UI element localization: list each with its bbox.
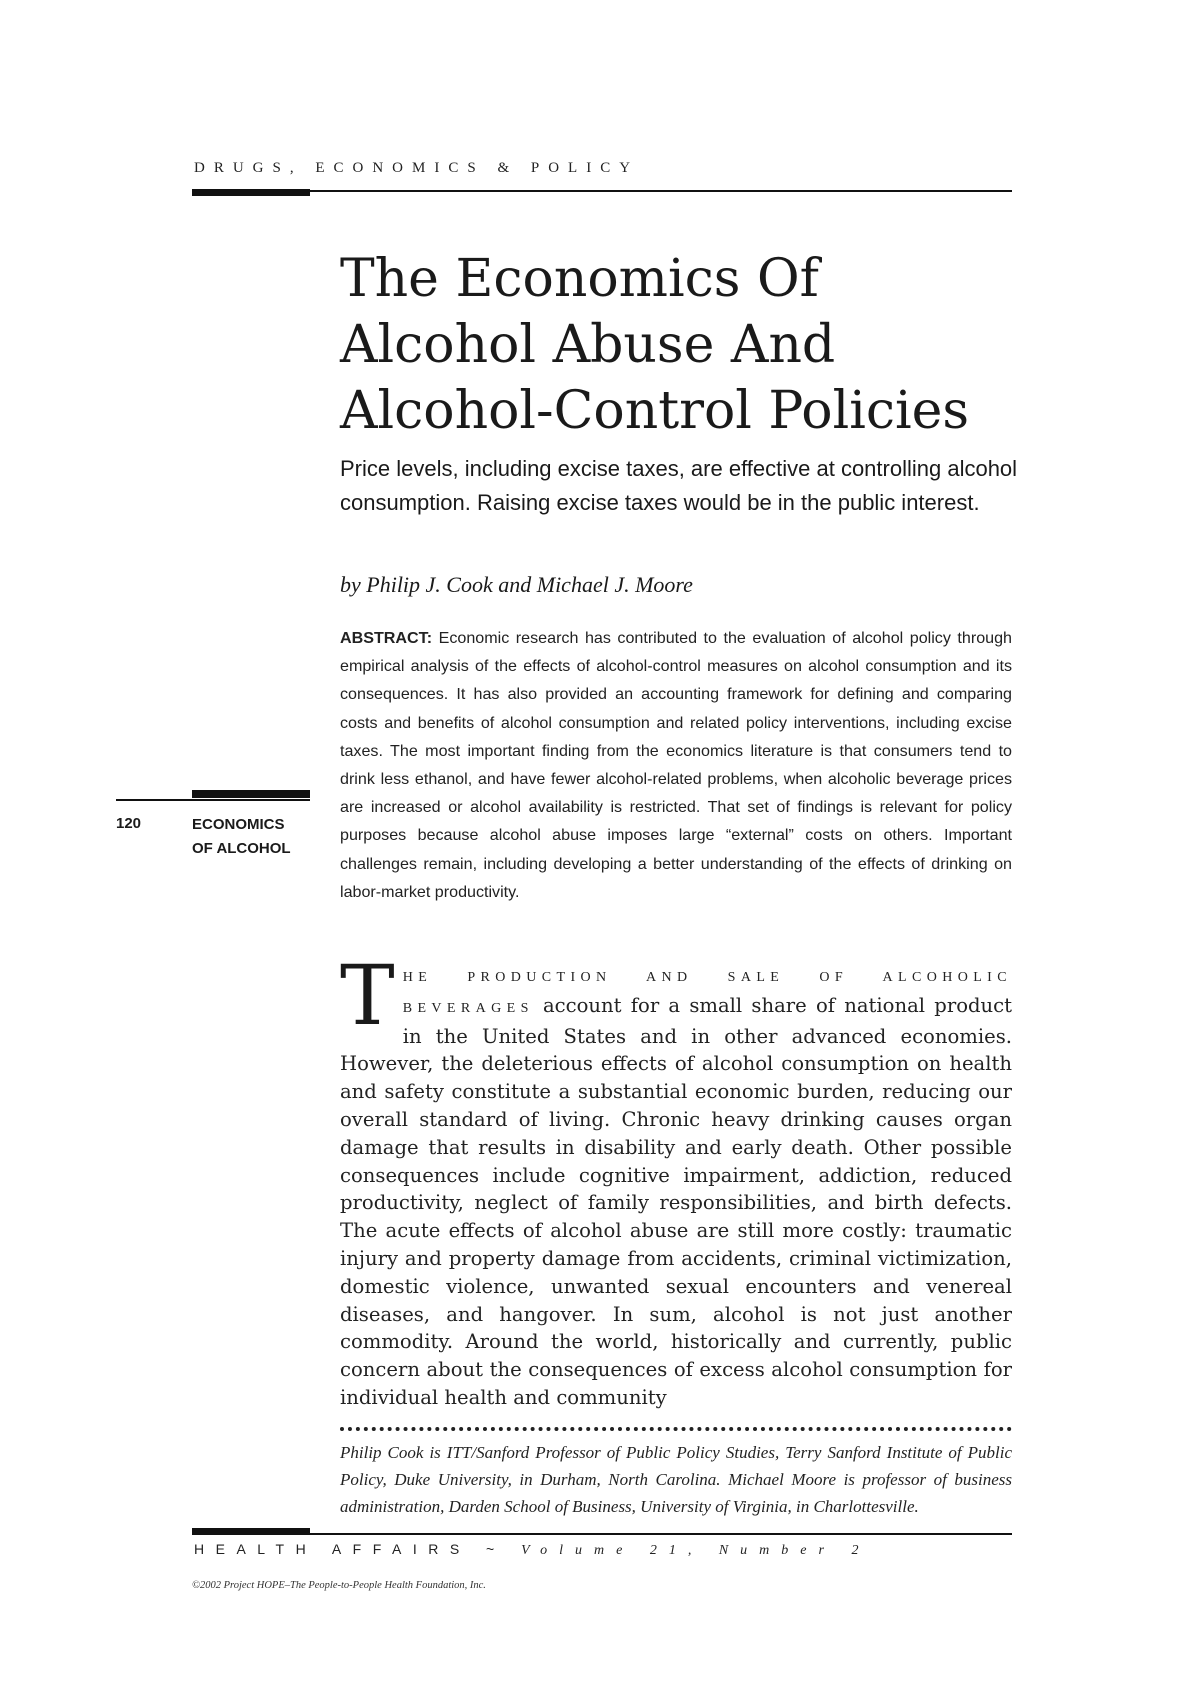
header-rule-accent: [192, 189, 310, 196]
footnote-separator: [340, 1427, 1012, 1431]
abstract-label: ABSTRACT:: [340, 629, 433, 647]
byline: by Philip J. Cook and Michael J. Moore: [340, 572, 693, 597]
margin-rule-accent: [192, 790, 310, 798]
journal-issue: Volume 21, Number 2: [521, 1543, 871, 1558]
footer-rule: [192, 1533, 1012, 1535]
drop-cap: T: [340, 949, 395, 1044]
body-text: [340, 949, 1012, 1412]
title-line-2: Alcohol Abuse And: [340, 315, 836, 375]
copyright: ©2002 Project HOPE–The People-to-People Health Foundation, Inc.: [192, 1580, 486, 1591]
page-number: 120: [116, 815, 142, 832]
margin-rule: [116, 799, 310, 801]
margin-section-label: [192, 813, 322, 861]
author-footnote: Philip Cook is ITT/Sanford Professor of Public Policy Studies, Terry Sanford Institute of Public Policy, Duke University, in Durham, North Carolina. Michael Moore is professor of business administration, Darden School of Business, University of Virginia, in Charlottesville.: [340, 1443, 1012, 1516]
body-paragraph: account for a small share of national product in the United States and in other advanced economies. However, the deleterious effects of alcohol consumption on health and safety constitute a substantial economic burden, reducing our overall standard of living. Chronic heavy drinking causes organ damage that results in disability and early death. Other possible consequences include cognitive impairment, addiction, reduced productivity, neglect of family responsibilities, and birth defects. The acute effects of alcohol abuse are still more costly: traumatic injury and property damage from accidents, criminal victimization, domestic violence, unwanted sexual encounters and venereal diseases, and hangover. In sum, alcohol is not just another commodity. Around the world, historically and currently, public concern about the consequences of excess alcohol consumption for individual health and community: [340, 993, 1012, 1409]
margin-section-line-1: ECONOMICS: [192, 816, 285, 833]
abstract-text: Economic research has contributed to the evaluation of alcohol policy through empirical analysis of the effects of alcohol-control measures on alcohol consumption and its consequences. It has also provided an accounting framework for defining and comparing costs and benefits of alcohol consumption and related policy interventions, including excise taxes. The most important finding from the economics literature is that consumers tend to drink less ethanol, and have fewer alcohol-related problems, when alcoholic beverage prices are increased or alcohol availability is restricted. That set of findings is relevant for policy purposes because alcohol abuse imposes large “external” costs on others. Important challenges remain, including developing a better understanding of the effects of drinking on labor-market productivity.: [340, 629, 1012, 901]
margin-section-line-2: OF ALCOHOL: [192, 840, 291, 857]
header-rule: [192, 190, 1012, 192]
journal-name: HEALTH AFFAIRS ~: [194, 1541, 506, 1557]
abstract: [340, 624, 1012, 906]
section-header: DRUGS, ECONOMICS & POLICY: [194, 160, 640, 176]
title-line-1: The Economics Of: [340, 249, 819, 309]
title-line-3: Alcohol-Control Policies: [340, 381, 970, 441]
article-deck: Price levels, including excise taxes, are effective at controlling alcohol consumption. Raising excise taxes would be in the public interest.: [340, 456, 1018, 515]
journal-footer: [194, 1541, 870, 1559]
footer-rule-accent: [192, 1528, 310, 1535]
article-title: [340, 246, 1040, 444]
body-lead-in: HE PRODUCTION AND SALE OF ALCOHOLIC BEVERAGES: [402, 970, 1012, 1016]
